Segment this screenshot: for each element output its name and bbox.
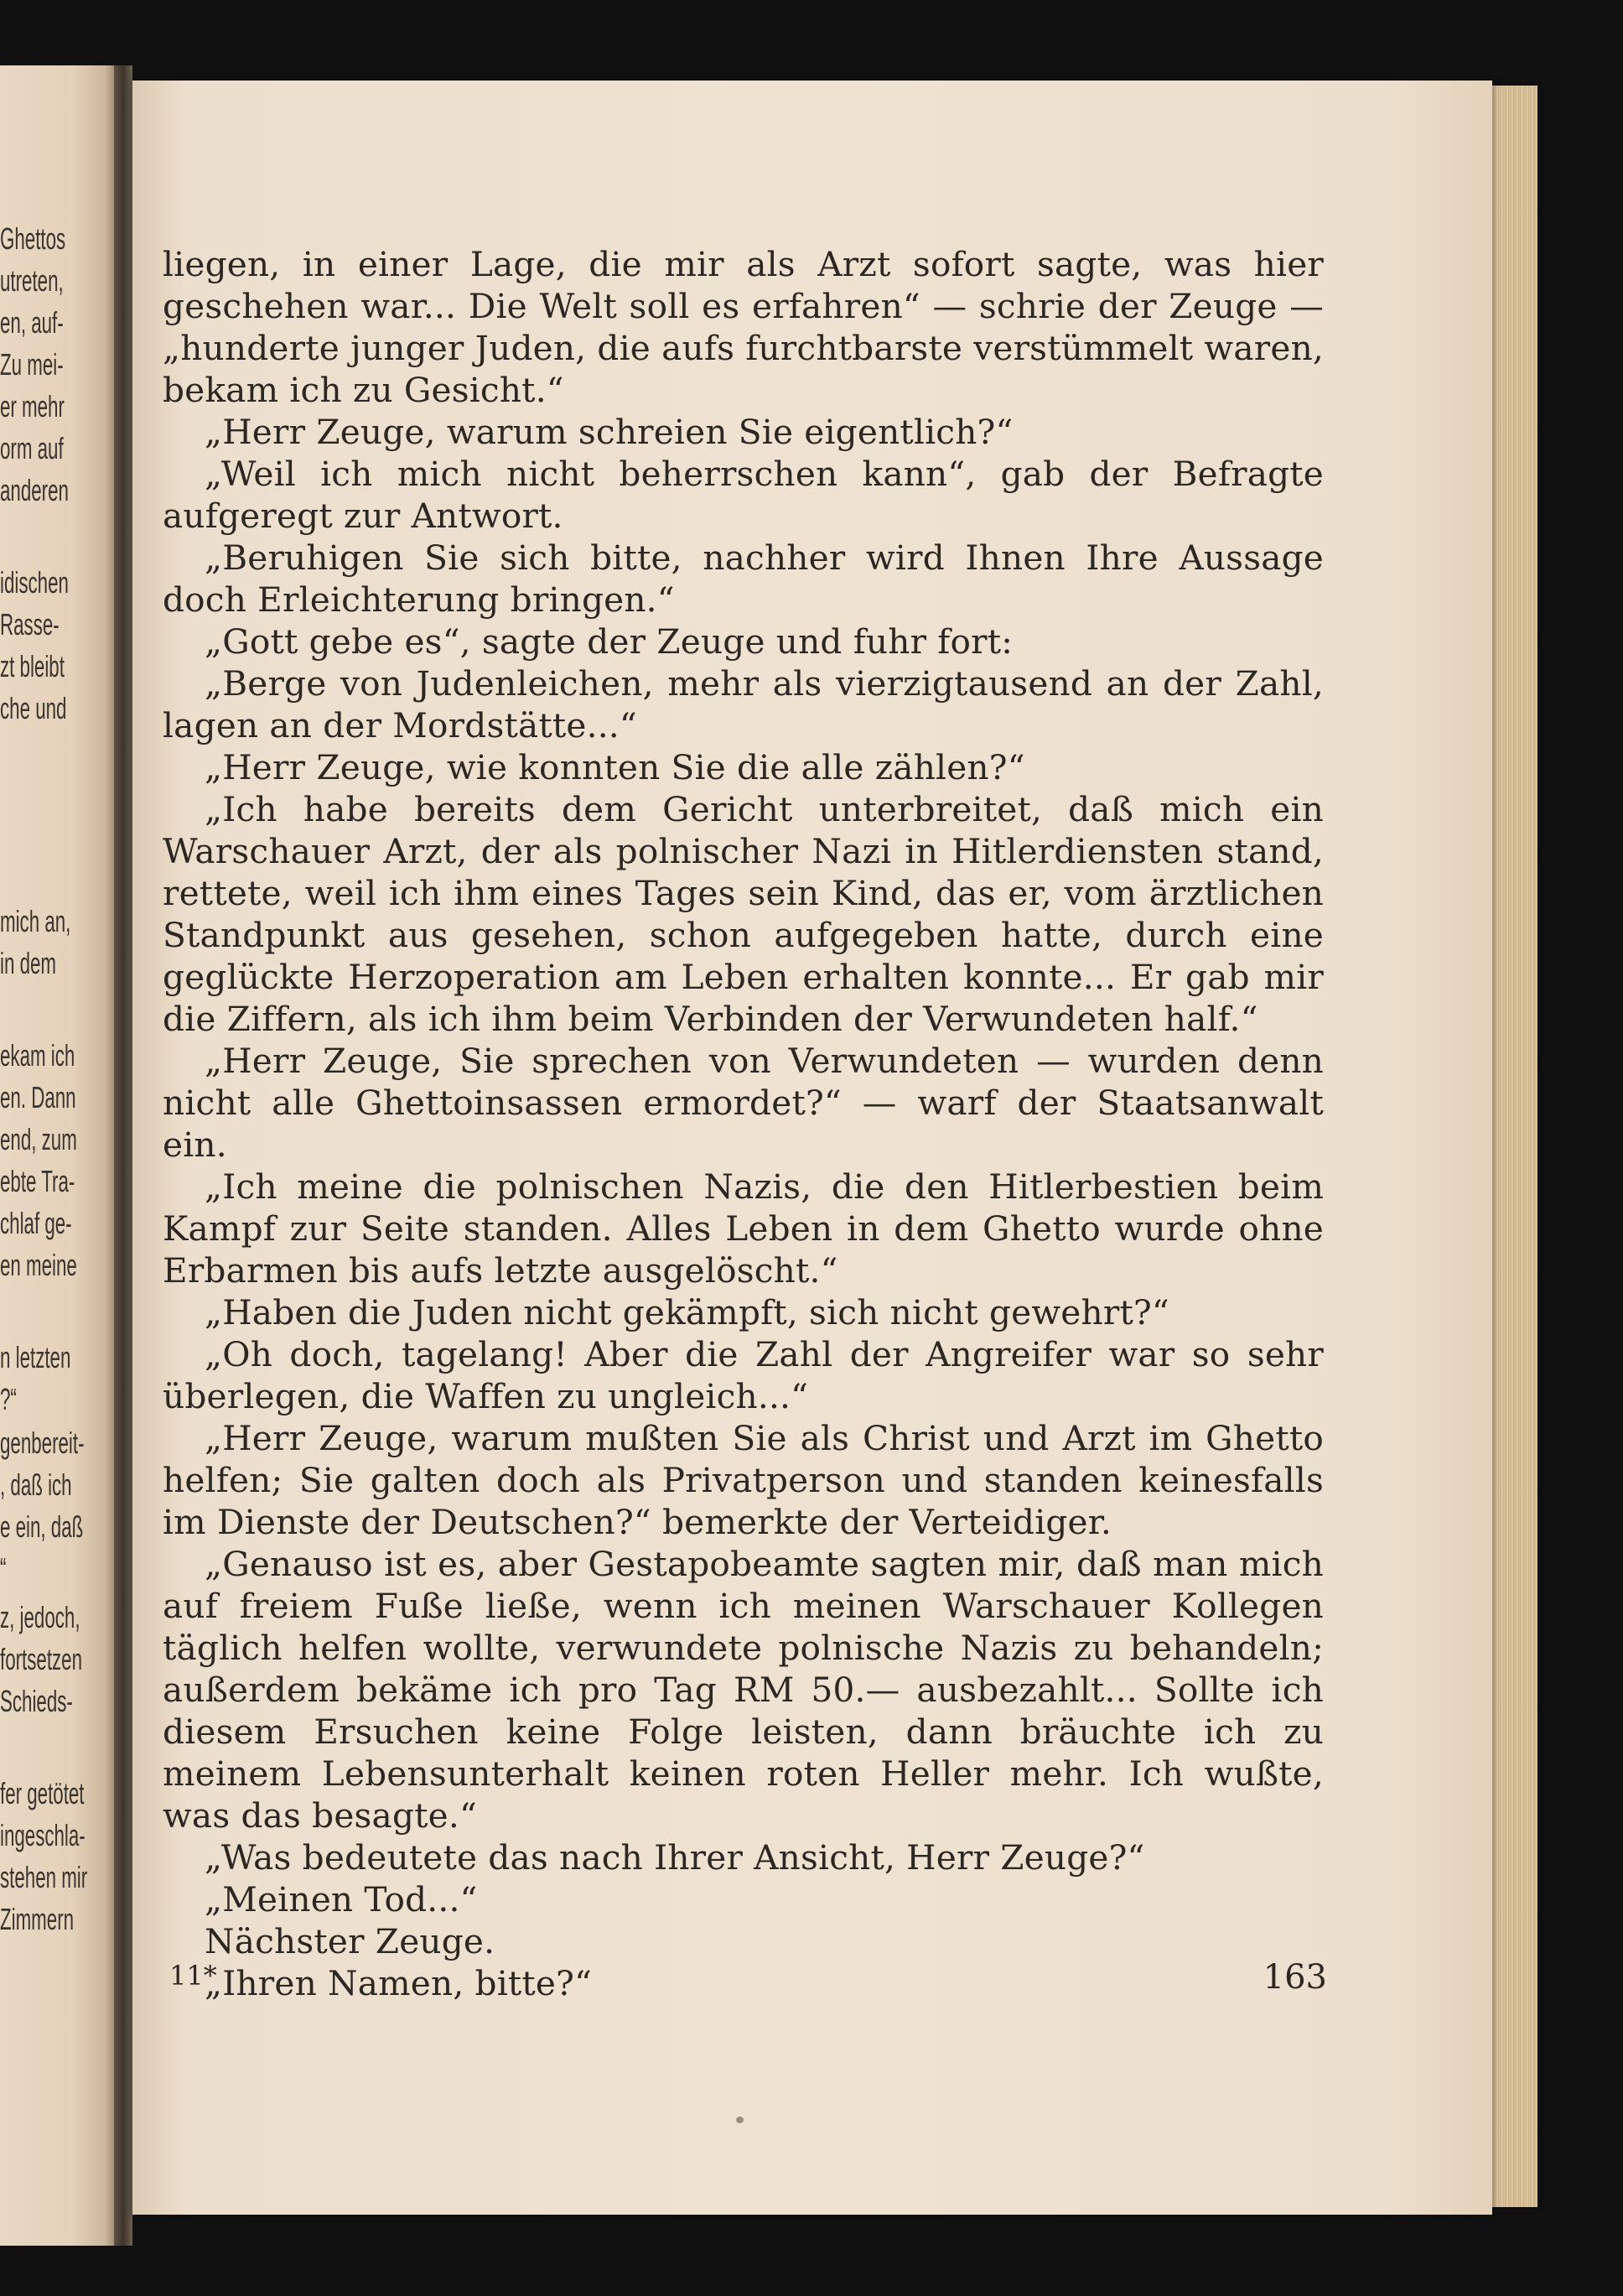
- left-fragment: in dem: [0, 946, 56, 980]
- left-fragment: Schieds-: [0, 1684, 73, 1718]
- left-fragment: n letzten: [0, 1340, 71, 1374]
- paragraph: „Herr Zeuge, Sie sprechen von Verwundeten — wurden denn nicht alle Ghettoinsassen ermordet?“ — warf der Staatsanwalt ein.: [163, 1041, 1324, 1165]
- left-fragment: utreten,: [0, 263, 64, 298]
- left-fragment: orm auf: [0, 431, 64, 465]
- paragraph: „Genauso ist es, aber Gestapobeamte sagten mir, daß man mich auf freiem Fuße ließe, wenn ich meinen Warschauer Kollegen täglich helfen wollte, verwundete polnische Nazis zu behandeln; außerdem bekäme ich pro Tag RM 50.— ausbezahlt... Sollte ich diesem Ersuchen keine Folge leisten, dann bräuchte ich zu meinem Lebensunterhalt keinen roten Heller mehr. Ich wußte, was das besagte.“: [163, 1544, 1324, 1836]
- book-gutter: [114, 65, 132, 2246]
- left-fragment: chlaf ge-: [0, 1206, 72, 1240]
- paragraph: „Herr Zeuge, wie konnten Sie die alle zählen?“: [205, 747, 1025, 787]
- left-fragment: er mehr: [0, 389, 65, 423]
- paragraph: „Berge von Judenleichen, mehr als vierzigtausend an der Zahl, lagen an der Mordstätte...“: [163, 663, 1324, 745]
- left-fragment: Ghettos: [0, 221, 66, 256]
- left-fragment: end, zum: [0, 1122, 77, 1156]
- left-fragment: che und: [0, 691, 67, 725]
- left-fragment: , daß ich: [0, 1467, 72, 1502]
- left-fragment: en meine: [0, 1248, 77, 1282]
- paragraph: „Ihren Namen, bitte?“: [205, 1963, 593, 2003]
- signature-mark: 11*: [169, 1960, 217, 1992]
- left-fragment: en, auf-: [0, 305, 64, 340]
- left-fragment: idischen: [0, 565, 69, 600]
- left-page-edge: [0, 65, 119, 2246]
- left-fragment: genbereit-: [0, 1426, 85, 1460]
- left-fragment: stehen mir: [0, 1860, 88, 1894]
- paragraph: „Ich habe bereits dem Gericht unterbreitet, daß mich ein Warschauer Arzt, der als polnischer Nazi in Hitlerdiensten stand, rettete, weil ich ihm eines Tages sein Kind, das er, vom ärztlichen Standpunkt aus gesehen, schon aufgegeben hatte, durch eine geglückte Herzoperation am Leben erhalten konnte... Er gab mir die Ziffern, als ich ihm beim Verbinden der Verwundeten half.“: [163, 789, 1324, 1039]
- left-fragment: z, jedoch,: [0, 1600, 80, 1634]
- left-fragment: anderen: [0, 473, 69, 507]
- paragraph: liegen, in einer Lage, die mir als Arzt sofort sagte, was hier geschehen war... Die Welt soll es erfahren“ — schrie der Zeuge — „hunderte junger Juden, die aufs furchtbarste verstümmelt waren, bekam ich zu Gesicht.“: [163, 244, 1324, 410]
- page-edges: [1489, 86, 1537, 2207]
- paragraph: „Was bedeutete das nach Ihrer Ansicht, Herr Zeuge?“: [205, 1837, 1145, 1878]
- left-fragment: en. Dann: [0, 1080, 76, 1114]
- paper-speck: [736, 2117, 744, 2123]
- left-fragment: Zu mei-: [0, 347, 64, 382]
- book-page: [132, 81, 1492, 2215]
- paragraph: „Herr Zeuge, warum mußten Sie als Christ und Arzt im Ghetto helfen; Sie galten doch als Privatperson und standen keinesfalls im Dienste der Deutschen?“ bemerkte der Verteidiger.: [163, 1418, 1324, 1542]
- left-fragment: ebte Tra-: [0, 1164, 75, 1198]
- left-fragment: mich an,: [0, 904, 71, 938]
- left-fragment: zt bleibt: [0, 649, 65, 683]
- left-fragment: ekam ich: [0, 1038, 75, 1073]
- paragraph: „Ich meine die polnischen Nazis, die den Hitlerbestien beim Kampf zur Seite standen. Alles Leben in dem Ghetto wurde ohne Erbarmen bis aufs letzte ausgelöscht.“: [163, 1166, 1324, 1291]
- paragraph: „Gott gebe es“, sagte der Zeuge und fuhr fort:: [205, 621, 1014, 662]
- left-fragment: ?“: [0, 1382, 17, 1416]
- page-number: 163: [1263, 1958, 1327, 1997]
- paragraph: „Weil ich mich nicht beherrschen kann“, gab der Befragte aufgeregt zur Antwort.: [163, 454, 1324, 536]
- left-fragment: Zimmern: [0, 1902, 75, 1936]
- left-fragment: e ein, daß: [0, 1509, 84, 1544]
- paragraph: „Beruhigen Sie sich bitte, nachher wird Ihnen Ihre Aussage doch Erleichterung bringen.“: [163, 538, 1324, 620]
- paragraph: „Oh doch, tagelang! Aber die Zahl der Angreifer war so sehr überlegen, die Waffen zu ungleich...“: [163, 1334, 1324, 1416]
- left-fragment: fortsetzen: [0, 1642, 83, 1676]
- paragraph: Nächster Zeuge.: [205, 1921, 495, 1961]
- paragraph: „Haben die Juden nicht gekämpft, sich nicht gewehrt?“: [205, 1292, 1169, 1332]
- body-text: [163, 243, 1324, 2004]
- left-fragment: ingeschla-: [0, 1818, 86, 1852]
- left-fragment: “: [0, 1551, 7, 1586]
- left-fragment: Rasse-: [0, 607, 60, 642]
- left-fragment: fer getötet: [0, 1776, 85, 1810]
- paragraph: „Herr Zeuge, warum schreien Sie eigentlich?“: [205, 412, 1014, 452]
- paragraph: „Meinen Tod...“: [205, 1879, 478, 1919]
